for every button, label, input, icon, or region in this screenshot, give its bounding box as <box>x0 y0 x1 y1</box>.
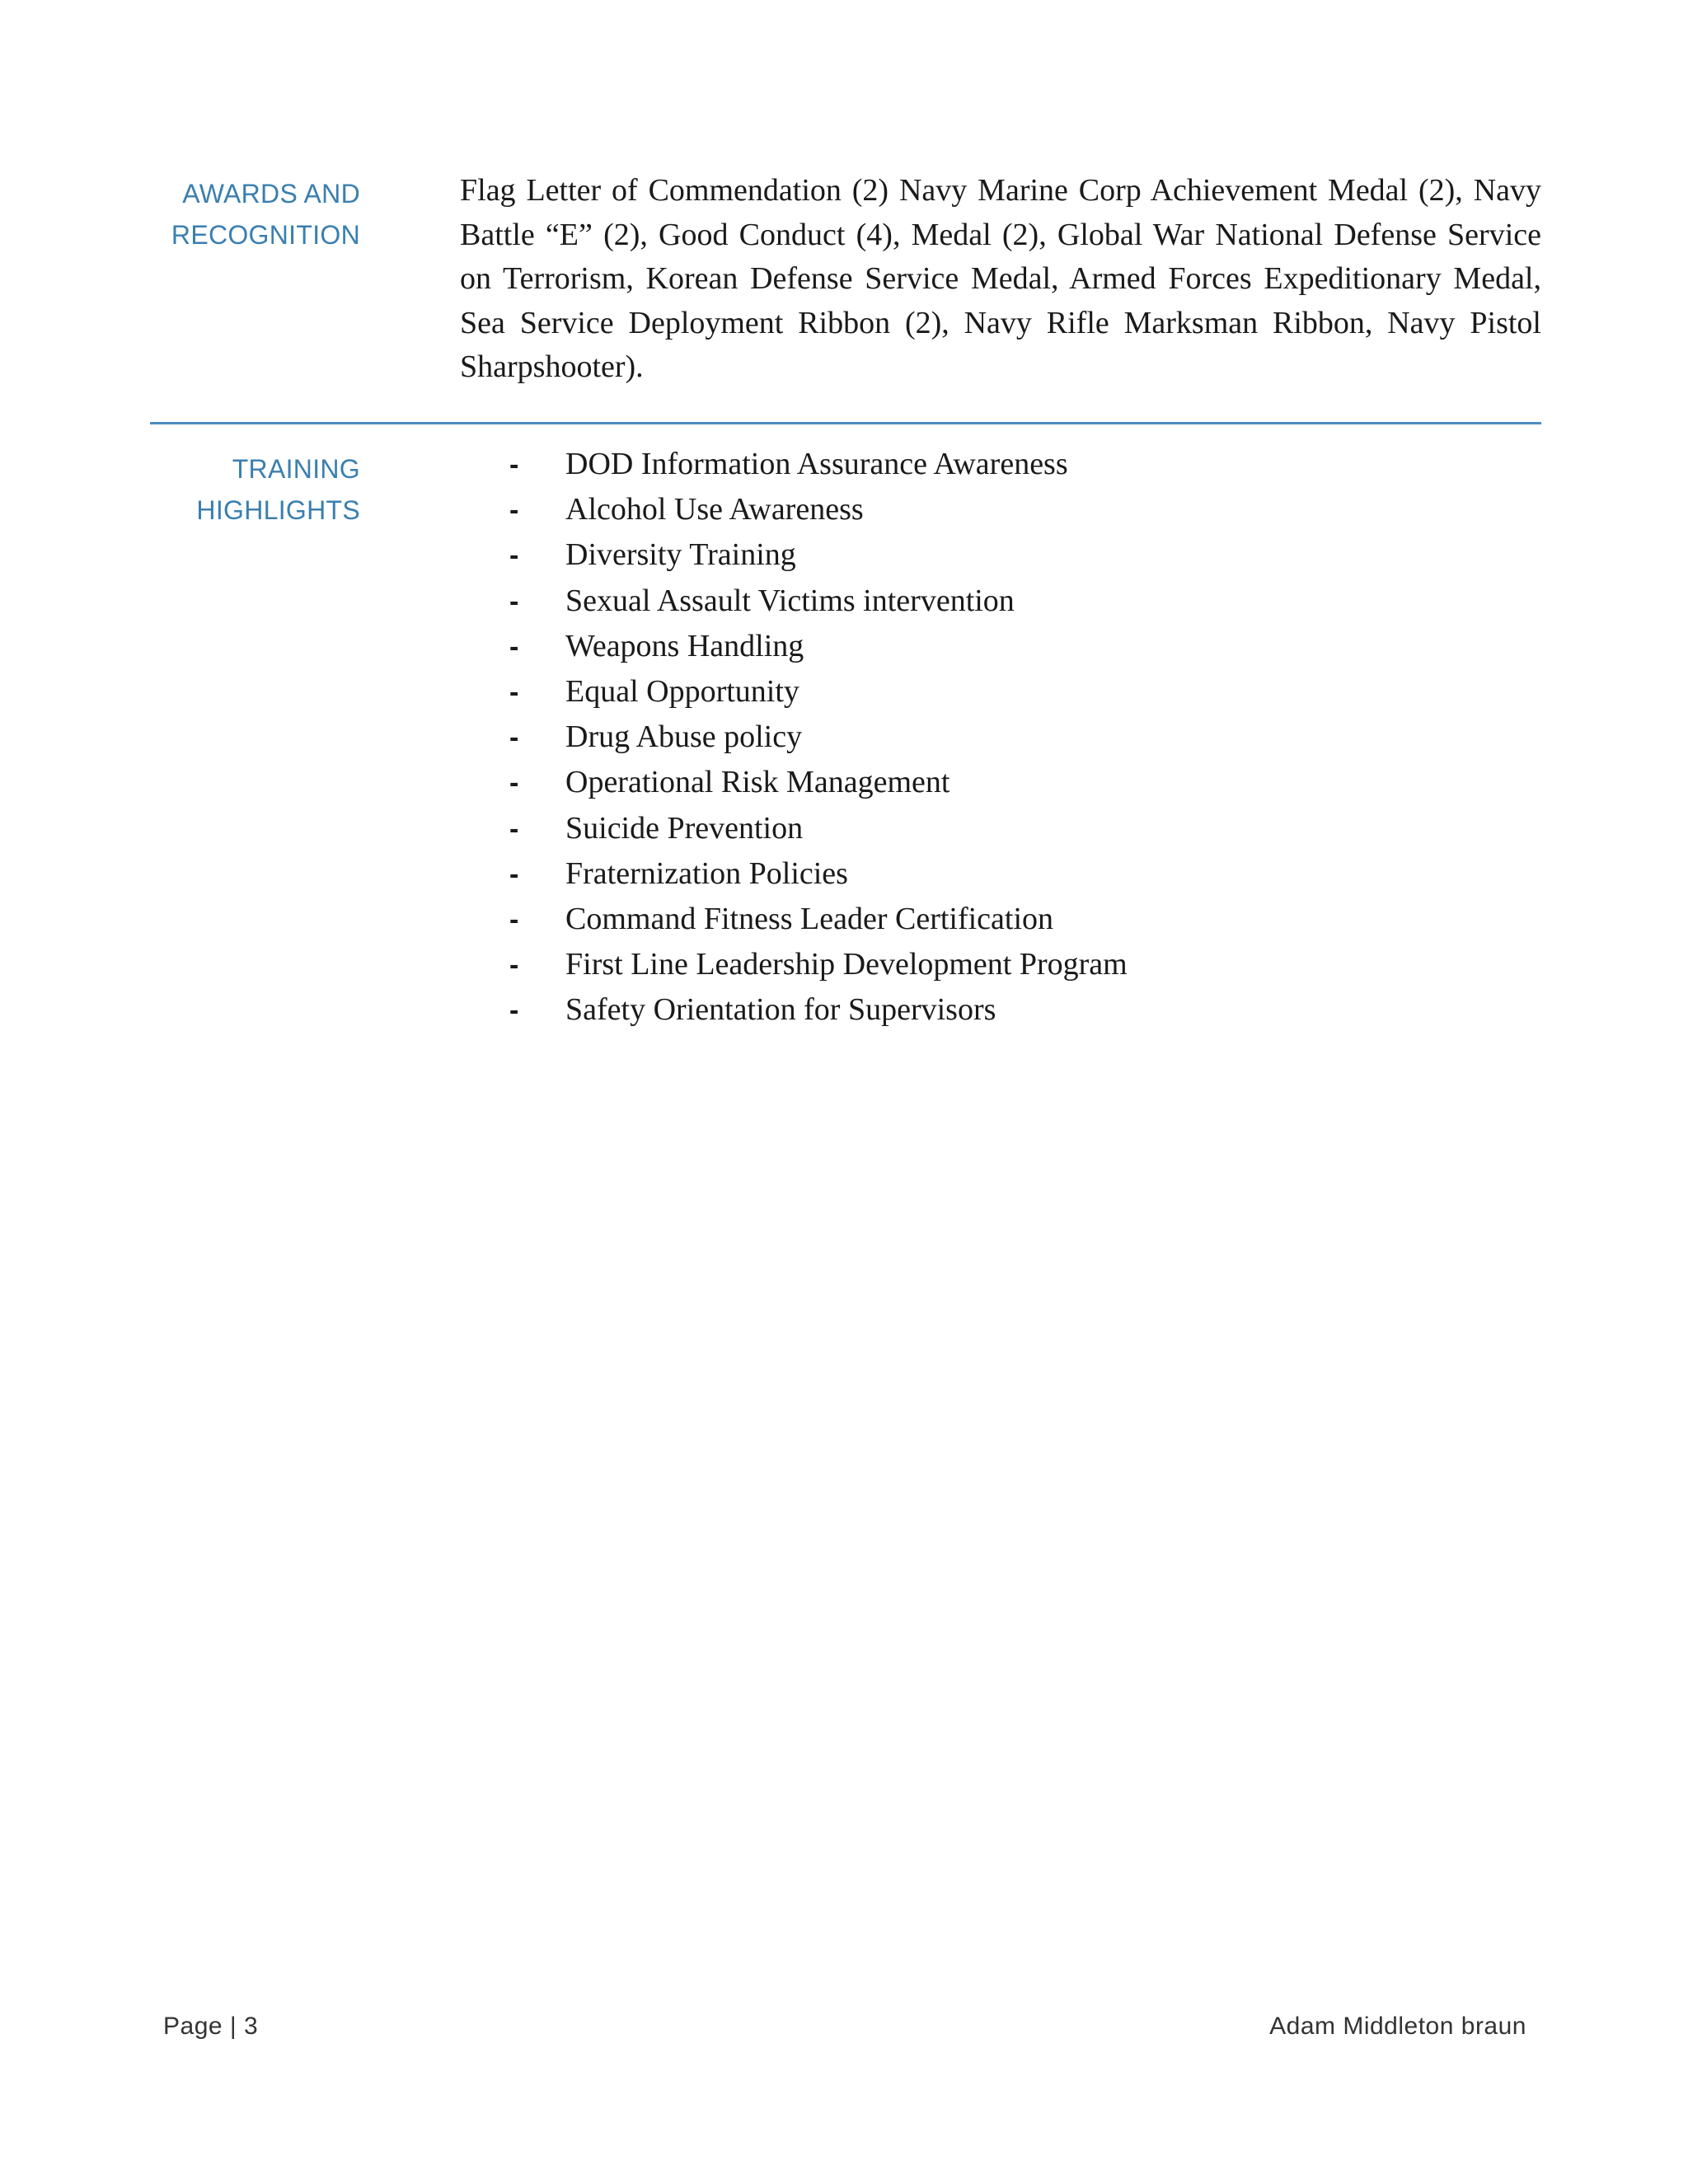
bullet-dash: - <box>509 585 519 617</box>
footer-author: Adam Middleton braun <box>1269 2013 1526 2040</box>
awards-section-label <box>124 173 360 255</box>
bullet-dash: - <box>509 722 519 754</box>
training-item-label: Diversity Training <box>565 537 796 573</box>
bullet-dash: - <box>509 767 519 799</box>
awards-label-line-2: RECOGNITION <box>171 220 360 250</box>
training-label-line-2: HIGHLIGHTS <box>196 495 360 525</box>
training-section-label <box>124 448 360 531</box>
section-divider <box>150 422 1541 424</box>
list-item <box>503 532 1128 578</box>
list-item <box>503 669 1128 715</box>
list-item <box>503 987 1128 1033</box>
training-label-line-1: TRAINING <box>232 454 360 484</box>
bullet-dash: - <box>509 995 519 1027</box>
list-item <box>503 487 1128 532</box>
training-item-label: Sexual Assault Victims intervention <box>565 583 1015 618</box>
training-item-label: First Line Leadership Development Program <box>565 947 1128 982</box>
training-item-label: Safety Orientation for Supervisors <box>565 992 996 1028</box>
bullet-dash: - <box>509 676 519 708</box>
training-item-label: Operational Risk Management <box>565 765 950 800</box>
bullet-dash: - <box>509 540 519 572</box>
training-item-label: Equal Opportunity <box>565 673 799 709</box>
training-item-label: Alcohol Use Awareness <box>565 492 864 527</box>
bullet-dash: - <box>509 858 519 890</box>
list-item <box>503 715 1128 760</box>
list-item <box>503 760 1128 805</box>
training-item-label: Weapons Handling <box>565 628 804 663</box>
bullet-dash: - <box>509 494 519 527</box>
list-item <box>503 897 1128 942</box>
training-item-label: DOD Information Assurance Awareness <box>565 447 1068 481</box>
list-item <box>503 442 1128 487</box>
training-list <box>503 442 1128 1033</box>
list-item <box>503 851 1128 897</box>
awards-text: Flag Letter of Commendation (2) Navy Marine Corp Achievement Medal (2), Navy Battle “E” (2), Good Conduct (4), Medal (2), Global War National Defense Service on Terrorism, Korean Defense Service Medal, Armed Forces Expeditionary Medal, Sea Service Deployment Ribbon (2), Navy Rifle Marksman Ribbon, Navy Pistol Sharpshooter). <box>460 173 1541 384</box>
bullet-dash: - <box>509 949 519 982</box>
bullet-dash: - <box>509 449 519 480</box>
footer-page-number: Page | 3 <box>163 2013 259 2040</box>
training-item-label: Drug Abuse policy <box>565 719 803 755</box>
bullet-dash: - <box>509 813 519 845</box>
bullet-dash: - <box>509 630 519 663</box>
awards-label-line-1: AWARDS AND <box>182 179 360 209</box>
list-item <box>503 624 1128 669</box>
list-item <box>503 579 1128 624</box>
list-item <box>503 806 1128 851</box>
training-item-label: Command Fitness Leader Certification <box>565 901 1054 936</box>
training-item-label: Fraternization Policies <box>565 855 848 891</box>
training-item-label: Suicide Prevention <box>565 810 804 846</box>
bullet-dash: - <box>509 903 519 935</box>
list-item <box>503 942 1128 987</box>
